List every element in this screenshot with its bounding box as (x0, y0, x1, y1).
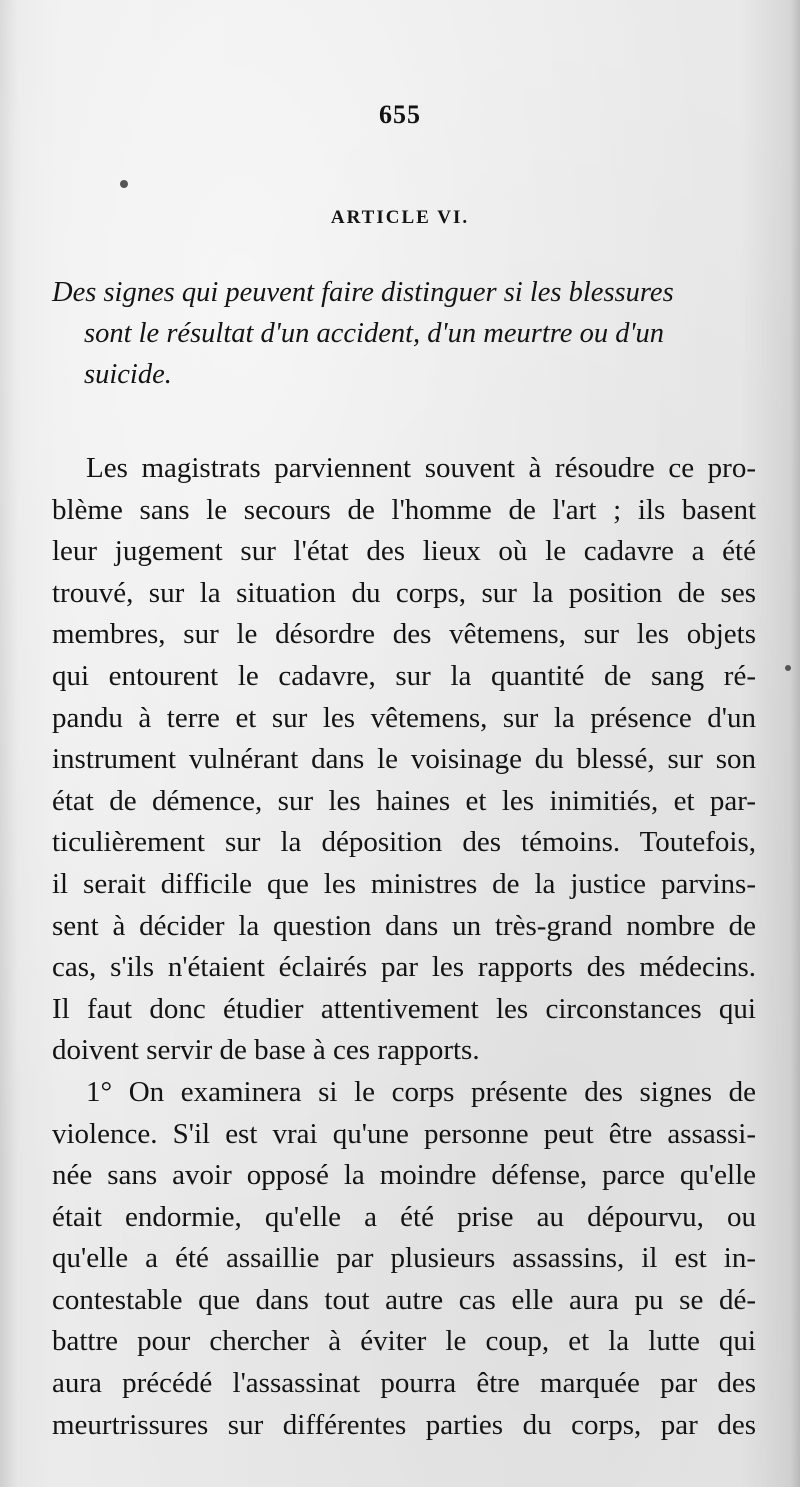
text-line: aura précédé l'assassinat pourra être marquée par des (52, 1367, 756, 1400)
section-title-line: suicide. (84, 359, 172, 390)
ink-speck (785, 665, 791, 671)
text-line: Les magistrats parviennent souvent à résoudre ce pro- (86, 452, 756, 484)
text-line: trouvé, sur la situation du corps, sur la position de ses (52, 576, 756, 609)
text-line: cas, s'ils n'étaient éclairés par les rapports des médecins. (52, 951, 756, 984)
text-line: qu'elle a été assaillie par plusieurs assassins, il est in- (52, 1242, 756, 1275)
text-line: Il faut donc étudier attentivement les circonstances qui (52, 992, 756, 1025)
text-line: membres, sur le désordre des vêtemens, sur les objets (52, 618, 756, 651)
page-number: 655 (379, 100, 421, 129)
text-line: leur jugement sur l'état des lieux où le cadavre a été (52, 535, 756, 568)
section-title (52, 272, 752, 395)
text-line: état de démence, sur les haines et les inimitiés, et par- (52, 784, 756, 817)
paragraph (52, 448, 756, 1072)
text-line: née sans avoir opposé la moindre défense, parce qu'elle (52, 1159, 756, 1192)
text-line: 1° On examinera si le corps présente des signes de (86, 1075, 756, 1108)
text-line: violence. S'il est vrai qu'une personne peut être assassi- (52, 1117, 756, 1150)
text-line: ticulièrement sur la déposition des témoins. Toutefois, (52, 826, 756, 859)
text-line: qui entourent le cadavre, sur la quantité de sang ré- (52, 659, 756, 692)
text-line: pandu à terre et sur les vêtemens, sur la présence d'un (52, 701, 756, 734)
text-line: battre pour chercher à éviter le coup, et la lutte qui (52, 1325, 756, 1358)
text-line: meurtrissures sur différentes parties du corps, par des (52, 1408, 756, 1441)
text-line: doivent servir de base à ces rapports. (52, 1034, 480, 1067)
text-line: il serait difficile que les ministres de la justice parvins- (52, 867, 756, 900)
article-heading: ARTICLE VI. (330, 207, 470, 228)
text-line: était endormie, qu'elle a été prise au dépourvu, ou (52, 1200, 756, 1233)
text-line: instrument vulnérant dans le voisinage du blessé, sur son (52, 743, 756, 776)
text-line: contestable que dans tout autre cas elle aura pu se dé- (52, 1283, 756, 1316)
body-text (52, 448, 756, 1446)
section-title-line: Des signes qui peuvent faire distinguer si les blessures (52, 277, 674, 308)
text-line: sent à décider la question dans un très-grand nombre de (52, 909, 756, 942)
text-line: blème sans le secours de l'homme de l'art ; ils basent (52, 493, 756, 526)
paragraph (52, 1072, 756, 1446)
section-title-line: sont le résultat d'un accident, d'un meurtre ou d'un (84, 318, 665, 349)
ink-speck (120, 180, 128, 188)
